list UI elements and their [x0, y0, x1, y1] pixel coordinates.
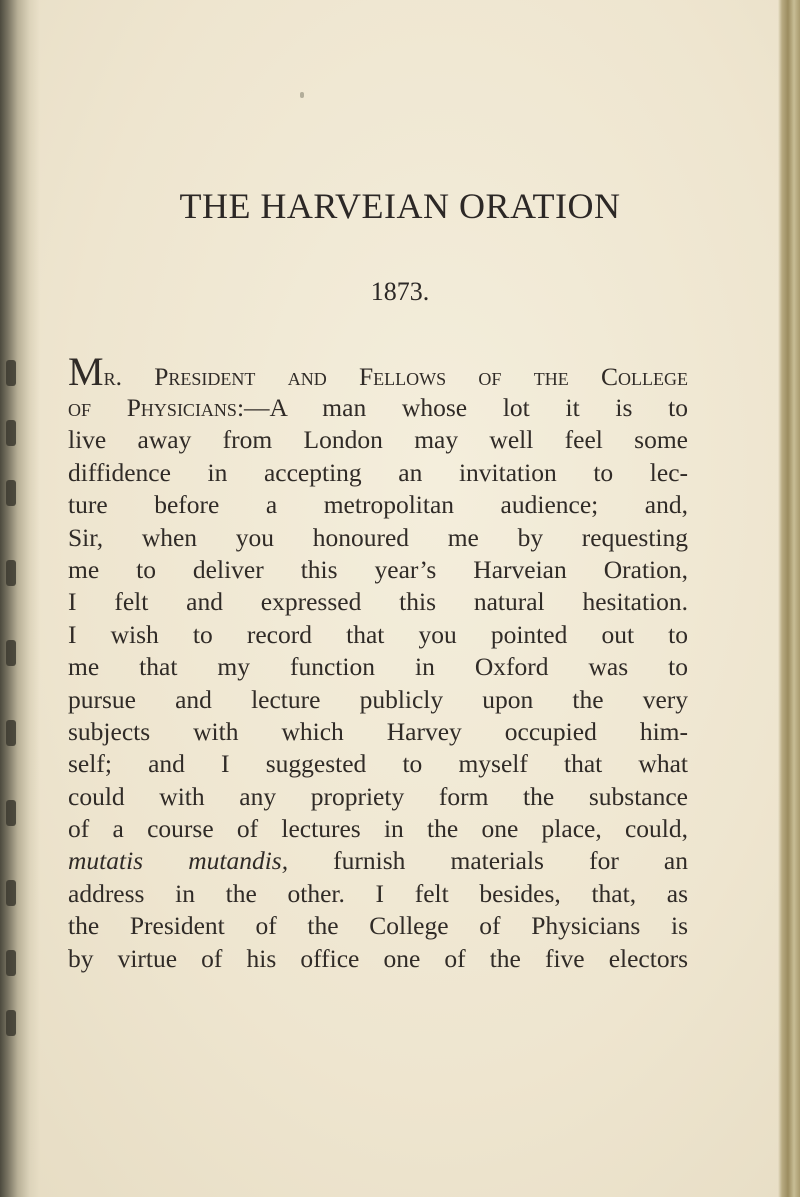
text-segment: furnish materials for an [288, 846, 688, 876]
text-line: self; and I suggested to myself that what [68, 749, 688, 779]
text-line: address in the other. I felt besides, that, as [68, 878, 688, 908]
text-line: ture before a metropolitan audience; and, [68, 490, 688, 520]
text-line: diffidence in accepting an invitation to lec- [68, 457, 688, 487]
binding-mark [6, 360, 16, 386]
binding-mark [6, 640, 16, 666]
salutation-text: of Physicians [68, 393, 237, 422]
paper-speck [300, 92, 304, 98]
text-line: I wish to record that you pointed out to [68, 619, 688, 649]
italic-phrase: mutatis mutandis, [68, 846, 289, 876]
text-line [68, 349, 688, 394]
binding-mark [6, 800, 16, 826]
body-text [68, 349, 688, 975]
page-edge [778, 0, 800, 1197]
text-segment: :—A man whose lot it is to [236, 393, 688, 422]
text-line: could with any propriety form the substance [68, 781, 688, 811]
text-line: by virtue of his office one of the five electors [68, 943, 688, 973]
text-line [68, 392, 688, 424]
binding-mark [6, 420, 16, 446]
oration-year: 1873. [370, 277, 430, 306]
binding-mark [6, 880, 16, 906]
binding-mark [6, 950, 16, 976]
text-line: the President of the College of Physicians is [68, 911, 688, 941]
text-line: I felt and expressed this natural hesitation. [68, 587, 688, 617]
text-line: subjects with which Harvey occupied him- [68, 716, 688, 746]
text-line: me that my function in Oxford was to [68, 652, 688, 682]
binding-mark [6, 480, 16, 506]
text-line: live away from London may well feel some [68, 425, 688, 455]
salutation-text: r. President and Fellows of the College [103, 362, 688, 391]
text-line: pursue and lecture publicly upon the very [68, 684, 688, 714]
text-line: Sir, when you honoured me by requesting [68, 522, 688, 552]
drop-cap: M [68, 349, 104, 394]
binding-mark [6, 1010, 16, 1036]
text-line: me to deliver this year’s Harveian Oration, [68, 554, 688, 584]
binding-mark [6, 720, 16, 746]
binding-mark [6, 560, 16, 586]
text-line: of a course of lectures in the one place, could, [68, 814, 688, 844]
page-title: THE HARVEIAN ORATION [179, 186, 621, 226]
text-line [68, 845, 688, 877]
